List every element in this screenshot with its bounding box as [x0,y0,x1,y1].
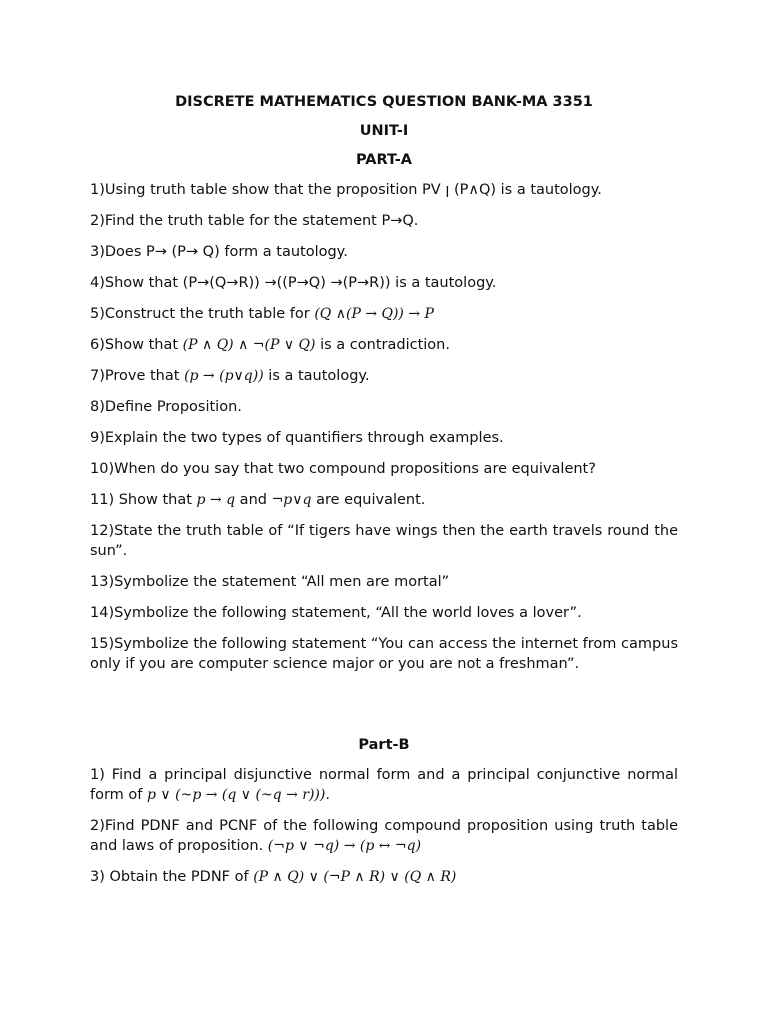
question-a11 [90,490,678,510]
math-expression: p → q [196,492,236,508]
question-a14 [90,603,678,623]
question-text-tail: is a contradiction. [315,337,450,353]
question-a1 [90,180,678,200]
question-a2 [90,211,678,231]
question-a10 [90,459,678,479]
question-text-mid: and [235,492,272,508]
part-b-heading: Part-B [358,737,410,753]
question-text: 13)Symbolize the statement “All men are mortal” [90,574,450,590]
math-expression: (P ∧ Q) ∧ ¬(P ∨ Q) [182,337,316,353]
question-text: 12)State the truth table of “If tigers have wings then the earth travels round the sun”. [90,523,678,559]
question-text-tail: are equivalent. [311,492,426,508]
question-a4 [90,273,678,293]
question-text: 2)Find PDNF and PCNF of the following compound proposition using truth table and laws of proposition. [90,818,678,854]
question-text: 9)Explain the two types of quantifiers through examples. [90,430,504,446]
part-a-heading: PART-A [355,152,413,168]
question-text: 14)Symbolize the following statement, “All the world loves a lover”. [90,605,582,621]
question-text: 1)Using truth table show that the proposition PV ꞁ (P∧Q) is a tautology. [90,182,602,198]
unit-heading: UNIT-I [359,123,409,139]
question-text: 6)Show that [90,337,183,353]
math-expression: (¬p ∨ ¬q) → (p ↔ ¬q) [267,838,422,854]
question-a8 [90,397,678,417]
part-a-questions [90,180,678,674]
question-a7 [90,366,678,386]
question-b1 [90,765,678,805]
question-text: 4)Show that (P→(Q→R)) →((P→Q) →(P→R)) is a tautology. [90,275,497,291]
math-expression: (Q ∧(P → Q)) → P [314,306,434,322]
question-text: 1) Find a principal disjunctive normal form and a principal conjunctive normal form of [90,767,678,803]
question-a6 [90,335,678,355]
math-expression: (p → (p∨q)) [184,368,264,384]
question-text: 15)Symbolize the following statement “You can access the internet from campus only if you are computer science major or you are not a freshman”. [90,636,678,672]
question-text: 3) Obtain the PDNF of [90,869,254,885]
question-b3 [90,867,678,887]
question-text: 7)Prove that [90,368,185,384]
section-spacer [90,685,678,737]
question-a3 [90,242,678,262]
question-text-tail: is a tautology. [263,368,370,384]
question-text: 8)Define Proposition. [90,399,242,415]
question-text: 2)Find the truth table for the statement P→Q. [90,213,419,229]
question-text: 3)Does P→ (P→ Q) form a tautology. [90,244,348,260]
question-text: 5)Construct the truth table for [90,306,315,322]
math-expression: p ∨ (~p → (q ∨ (~q → r))) [147,787,326,803]
question-text: 11) Show that [90,492,197,508]
question-b2 [90,816,678,856]
part-b-questions [90,765,678,887]
math-expression: (P ∧ Q) ∨ (¬P ∧ R) ∨ (Q ∧ R) [253,869,457,885]
question-a15 [90,634,678,674]
question-text-tail: . [325,787,330,803]
question-a13 [90,572,678,592]
math-expression: ¬p∨q [271,492,312,508]
question-a9 [90,428,678,448]
question-a12 [90,521,678,561]
document-title: DISCRETE MATHEMATICS QUESTION BANK-MA 3351 [175,94,593,110]
question-text: 10)When do you say that two compound propositions are equivalent? [90,461,596,477]
question-a5 [90,304,678,324]
